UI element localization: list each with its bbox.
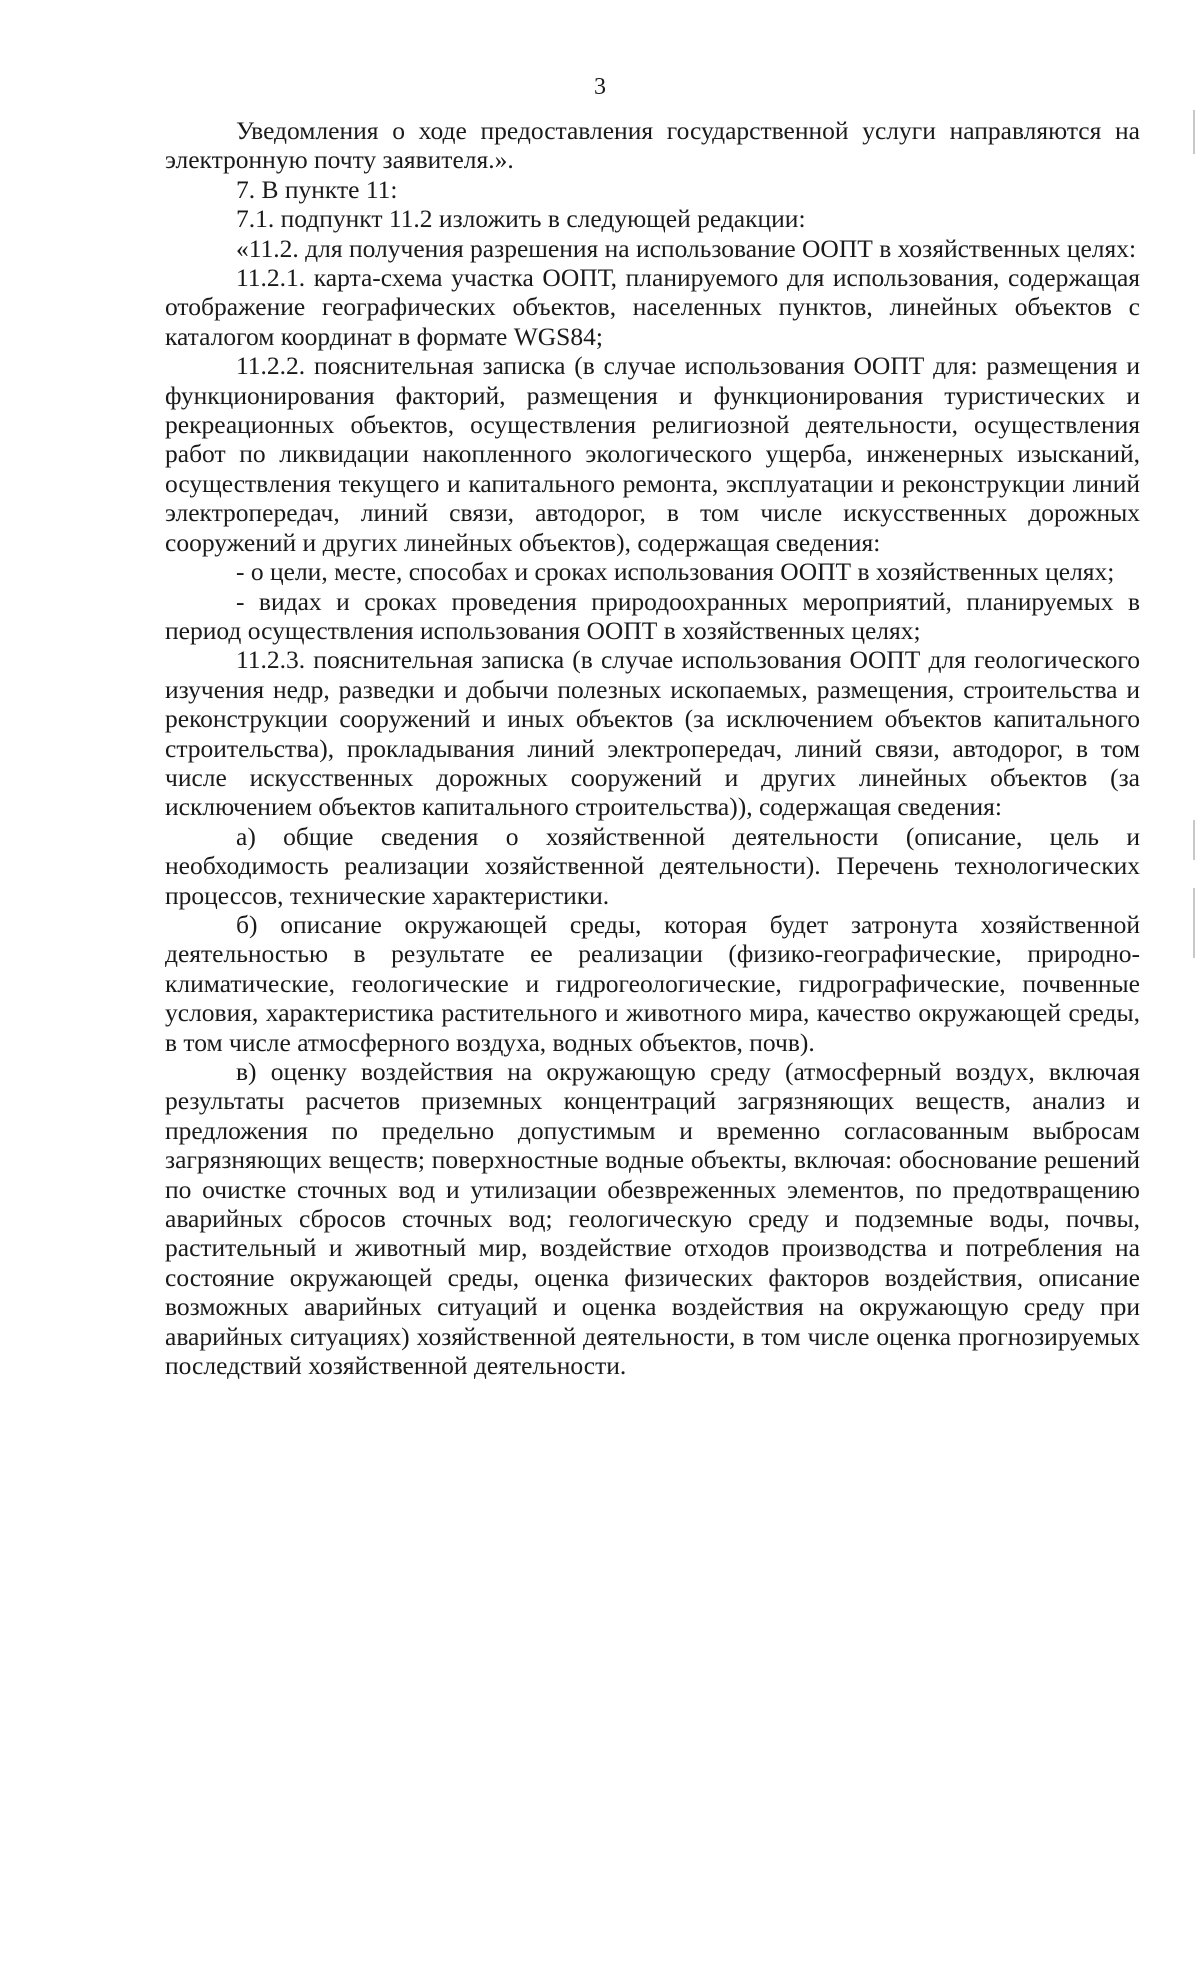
paragraph: в) оценку воздействия на окружающую среду (атмосферный воздух, включая результаты расчетов приземных концентраций загрязняющих веществ, анализ и предложения по предельно допустимым и временно согласованным выбросам загрязняющих веществ; поверхностные водные объекты, включая: обоснование решений по очистке сточных вод и утилизации обезвреженных элементов, по предотвращению аварийных сбросов сточных вод; геологическую среду и подземные воды, почвы, растительный и животный мир, воздействие отходов производства и потребления на состояние окружающей среды, оценка физических факторов воздействия, описание возможных аварийных ситуаций и оценка воздействия на окружающую среду при аварийных ситуациях) хозяйственной деятельности, в том числе оценка прогнозируемых последствий хозяйственной деятельности.	[165, 1057, 1140, 1381]
scan-edge-mark	[1193, 888, 1195, 958]
paragraph: б) описание окружающей среды, которая будет затронута хозяйственной деятельностью в результате ее реализации (физико-географические, природно-климатические, геологические и гидрогеологические, гидрографические, почвенные условия, характеристика растительного и животного мира, качество окружающей среды, в том числе атмосферного воздуха, водных объектов, почв).	[165, 909, 1140, 1057]
paragraph: 11.2.3. пояснительная записка (в случае использования ООПТ для геологического изучения недр, разведки и добычи полезных ископаемых, размещения, строительства и реконструкции сооружений и иных объектов (за исключением объектов капитального строительства), прокладывания линий электропередач, линий связи, автодорог, в том числе искусственных дорожных сооружений и других линейных объектов (за исключением объектов капитального строительства)), содержащая сведения:	[165, 645, 1140, 822]
paragraph: - о цели, месте, способах и сроках использования ООПТ в хозяйственных целях;	[236, 557, 1115, 587]
paragraph: Уведомления о ходе предоставления государственной услуги направляются на электронную почту заявителя.».	[165, 116, 1140, 175]
scan-edge-mark	[1193, 820, 1195, 860]
paragraph: а) общие сведения о хозяйственной деятельности (описание, цель и необходимость реализации хозяйственной деятельности). Перечень технологических процессов, технические характеристики.	[165, 821, 1140, 910]
paragraph: «11.2. для получения разрешения на использование ООПТ в хозяйственных целях:	[236, 233, 1137, 263]
paragraph: 7. В пункте 11:	[236, 174, 398, 204]
paragraph: - видах и сроках проведения природоохранных мероприятий, планируемых в период осуществления использования ООПТ в хозяйственных целях;	[165, 586, 1140, 645]
paragraph: 7.1. подпункт 11.2 изложить в следующей редакции:	[236, 204, 806, 234]
paragraph: 11.2.2. пояснительная записка (в случае использования ООПТ для: размещения и функционирования факторий, размещения и функционирования туристических и рекреационных объектов, осуществления религиозной деятельности, осуществления работ по ликвидации накопленного экологического ущерба, инженерных изысканий, осуществления текущего и капитального ремонта, эксплуатации и реконструкции линий электропередач, линий связи, автодорог, в том числе искусственных дорожных сооружений и других линейных объектов), содержащая сведения:	[165, 351, 1140, 557]
scan-edge-mark	[1193, 110, 1195, 154]
paragraph: 11.2.1. карта-схема участка ООПТ, планируемого для использования, содержащая отображение географических объектов, населенных пунктов, линейных объектов с каталогом координат в формате WGS84;	[165, 263, 1140, 351]
document-body	[165, 116, 1140, 1380]
page-number: 3	[594, 74, 606, 100]
